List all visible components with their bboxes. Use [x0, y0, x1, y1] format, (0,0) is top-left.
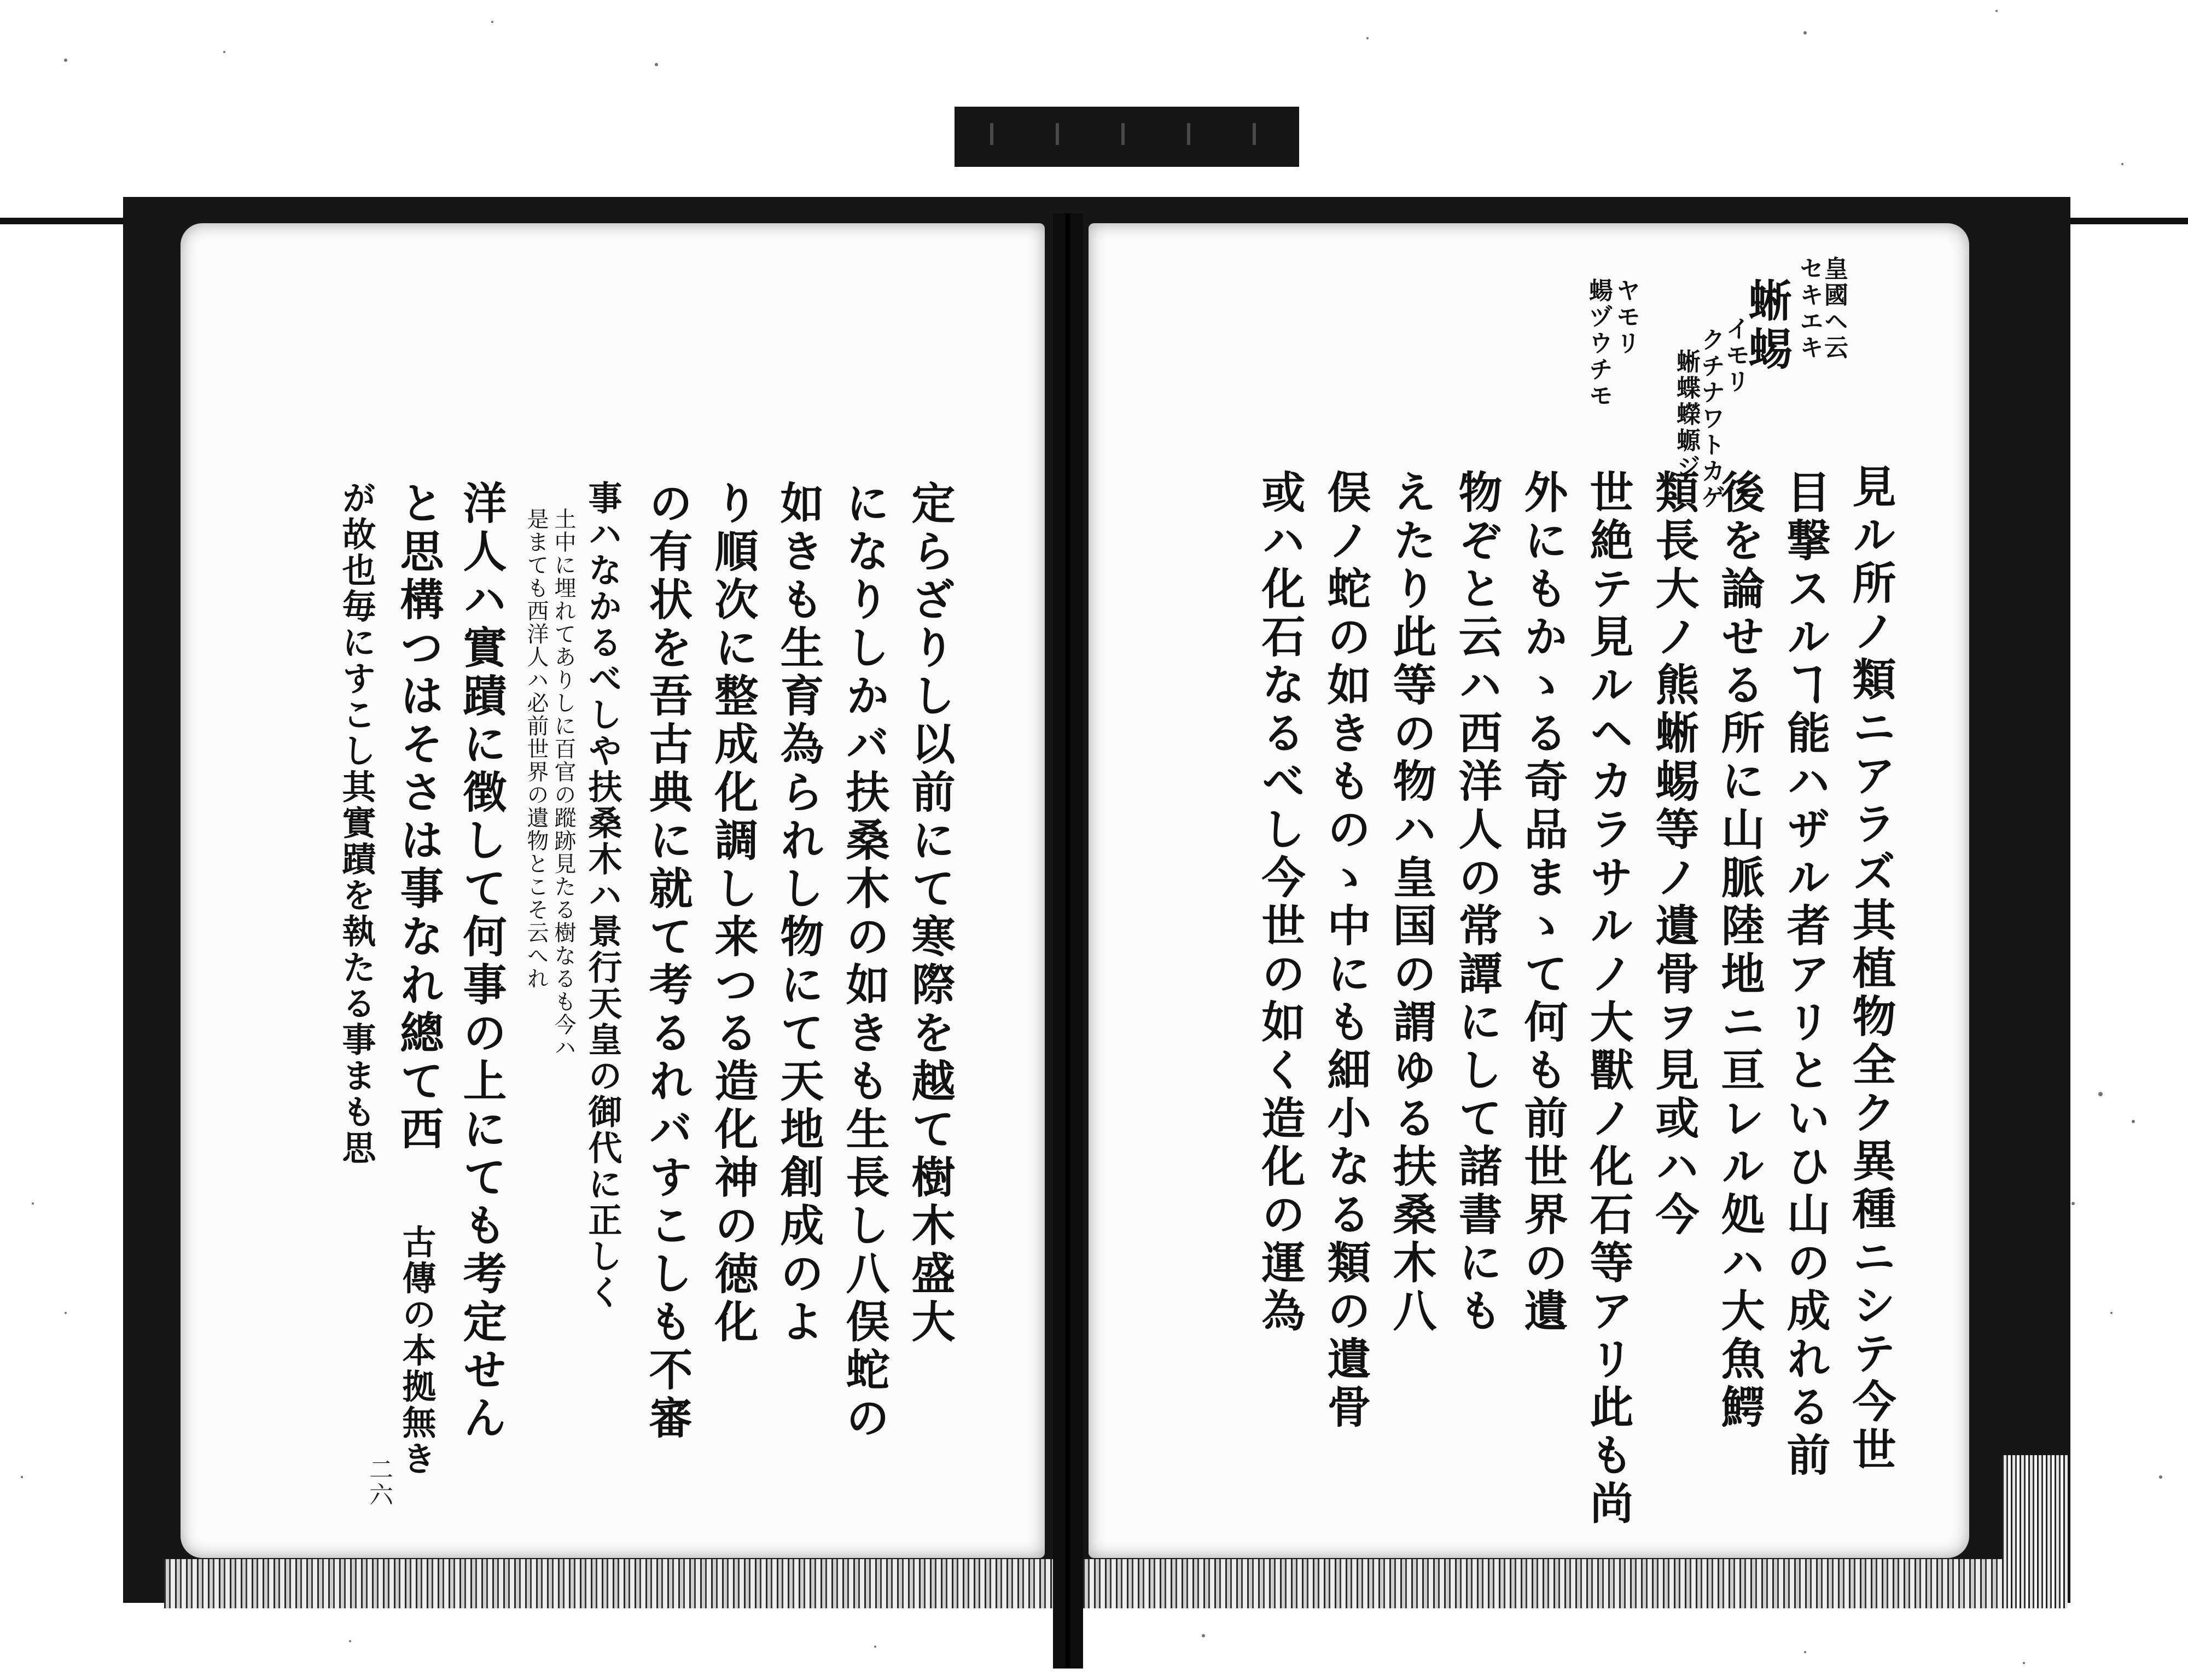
heading-title: 蜥蜴 — [1741, 278, 1793, 374]
heading-line-6: ヤモリ — [1612, 278, 1640, 357]
heading-line-7: 蝪ヅウチモ — [1585, 278, 1613, 409]
left-column-6: 事ハなかるべしや扶桑木ハ景行天皇の御代に正しく — [583, 480, 622, 1311]
left-column-7b: 是まても西洋人ハ必前世界の遺物とこそ云へれ — [523, 508, 549, 990]
heading-line-3: イモリ — [1721, 316, 1749, 395]
page-edges-right — [2002, 1455, 2068, 1608]
left-column-5: の有状を吾古典に就て考るれバすこしも不審 — [642, 480, 693, 1443]
left-column-7a: 土中に埋れてありしに百官の蹤跡見たる樹なるも今ハ — [551, 508, 576, 1059]
gutter-line — [1066, 213, 1070, 1669]
right-column-10: 或ハ化石なるべし今世の如く造化の運為 — [1254, 469, 1306, 1336]
heading-line-1: 皇國ヘ云 — [1820, 256, 1848, 361]
page-number: 二六 — [365, 1457, 393, 1507]
left-column-8: 洋人ハ實蹟に徴して何事の上にても考定せん — [456, 480, 507, 1443]
right-column-1: 見ル所ノ類ニアラズ其植物全ク異種ニシテ今世 — [1845, 464, 1896, 1475]
right-column-4: 類長大ノ熊蜥蜴等ノ遺骨ヲ見或ハ今 — [1648, 469, 1700, 1240]
left-column-3: 如きも生育為られし物にて天地創成のよ — [773, 480, 824, 1347]
right-column-8: えたり此等の物ハ皇国の謂ゆる扶桑木八 — [1386, 469, 1437, 1336]
left-column-1: 定らざりし以前にて寒際を越て樹木盛大 — [904, 480, 956, 1347]
left-column-4: り順次に整成化調し来つる造化神の徳化 — [707, 480, 759, 1347]
right-page — [1089, 223, 1969, 1558]
left-page — [181, 223, 1045, 1558]
heading-line-4: クチナワトカゲ — [1697, 327, 1725, 511]
right-column-7: 物ぞと云ハ西洋人の常譚にして諸書にも — [1451, 469, 1503, 1336]
right-column-2: 目撃スルヿ能ハザル者アリといひ山の成れる前 — [1779, 469, 1831, 1480]
left-column-9: と思構つはそさは事なれ總て西 — [393, 480, 444, 1154]
right-column-5: 世絶テ見ルヘカラサルノ大獸ノ化石等アリ此も尚 — [1582, 469, 1634, 1528]
left-column-2: になりしかバ扶桑木の如きも生長し八俣蛇の — [839, 480, 890, 1443]
book-tab-strip — [968, 123, 1285, 145]
left-column-10: が故也毎にすこし其實蹟を執たる事まも思 — [336, 480, 376, 1166]
right-column-6: 外にもかゝる奇品まゝて何も前世界の遺 — [1517, 469, 1568, 1336]
heading-line-2: セキエキ — [1795, 256, 1823, 361]
right-column-9: 俣ノ蛇の如きものゝ中にも細小なる類の遺骨 — [1320, 469, 1371, 1432]
left-column-11: 古傳の本拠無き — [397, 1224, 437, 1477]
heading-line-5: 蜥蝶蠑螈ジ — [1672, 349, 1700, 480]
page-edges-bottom — [164, 1559, 2051, 1608]
right-column-3: 後を論せる所に山脈陸地ニ亘レル処ハ大魚鰐 — [1714, 469, 1765, 1432]
